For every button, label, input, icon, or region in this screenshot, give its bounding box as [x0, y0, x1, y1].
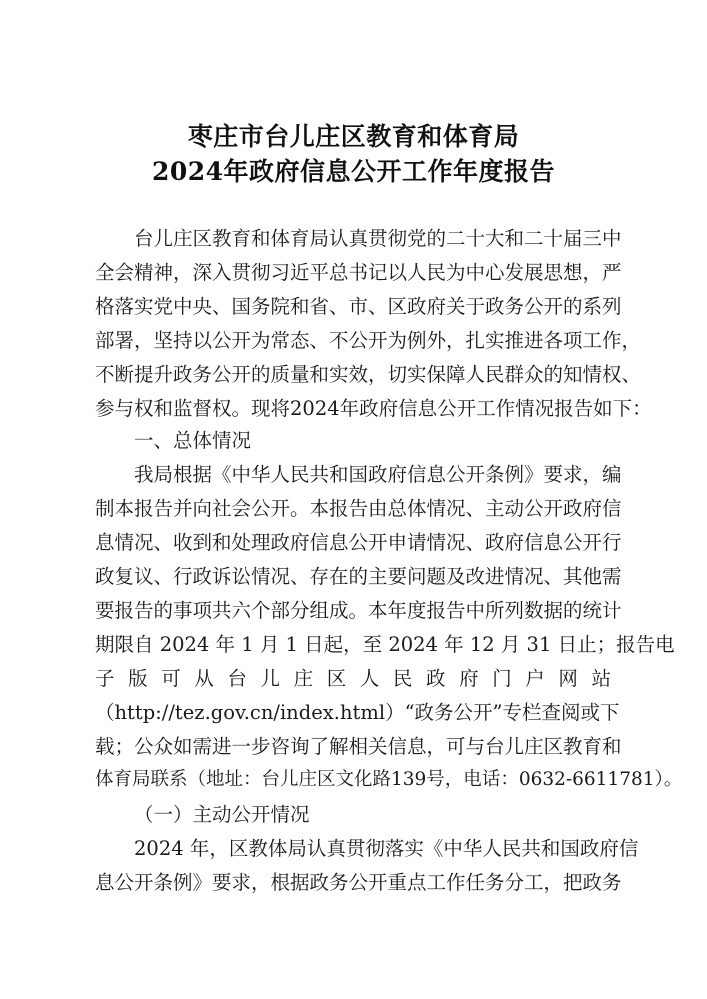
paragraph-line: 息公开条例》要求，根据政务公开重点工作任务分工，把政务: [95, 871, 622, 894]
paragraph-line: 息情况、收到和处理政府信息公开申请情况、政府信息公开行: [95, 531, 622, 554]
paragraph-line: 不断提升政务公开的质量和实效，切实保障人民群众的知情权、: [95, 363, 642, 386]
paragraph-line: （http://tez.gov.cn/index.html）“政务公开”专栏查阅或下: [95, 701, 620, 724]
section-heading: 一、总体情况: [134, 429, 252, 452]
paragraph-line: 子版可从台儿庄区人民政府门户网站: [95, 667, 615, 690]
paragraph-line: 体育局联系（地址：台儿庄区文化路139号，电话：0632-6611781）。: [95, 769, 683, 790]
document-title-line-1: 枣庄市台儿庄区教育和体育局: [187, 122, 520, 151]
paragraph-line: 要报告的事项共六个部分组成。本年度报告中所列数据的统计: [95, 599, 622, 622]
subsection-heading: （一）主动公开情况: [134, 803, 310, 826]
paragraph-line: 我局根据《中华人民共和国政府信息公开条例》要求，编: [134, 463, 622, 486]
paragraph-line: 台儿庄区教育和体育局认真贯彻党的二十大和二十届三中: [134, 227, 622, 250]
paragraph-line: 载；公众如需进一步咨询了解相关信息，可与台儿庄区教育和: [95, 735, 622, 758]
document-title-line-2: 2024年政府信息公开工作年度报告: [151, 157, 556, 186]
paragraph-line: 格落实党中央、国务院和省、市、区政府关于政务公开的系列: [95, 295, 622, 318]
paragraph-line: 2024 年，区教体局认真贯彻落实《中华人民共和国政府信: [134, 837, 639, 860]
paragraph-line: 期限自 2024 年 1 月 1 日起，至 2024 年 12 月 31 日止；报告电: [95, 633, 675, 656]
paragraph-line: 部署，坚持以公开为常态、不公开为例外，扎实推进各项工作，: [95, 329, 642, 352]
paragraph-line: 制本报告并向社会公开。本报告由总体情况、主动公开政府信: [95, 497, 622, 520]
paragraph-line: 参与权和监督权。现将2024年政府信息公开工作情况报告如下：: [95, 397, 652, 420]
paragraph-line: 政复议、行政诉讼情况、存在的主要问题及改进情况、其他需: [95, 565, 622, 588]
paragraph-line: 全会精神，深入贯彻习近平总书记以人民为中心发展思想，严: [95, 261, 622, 284]
